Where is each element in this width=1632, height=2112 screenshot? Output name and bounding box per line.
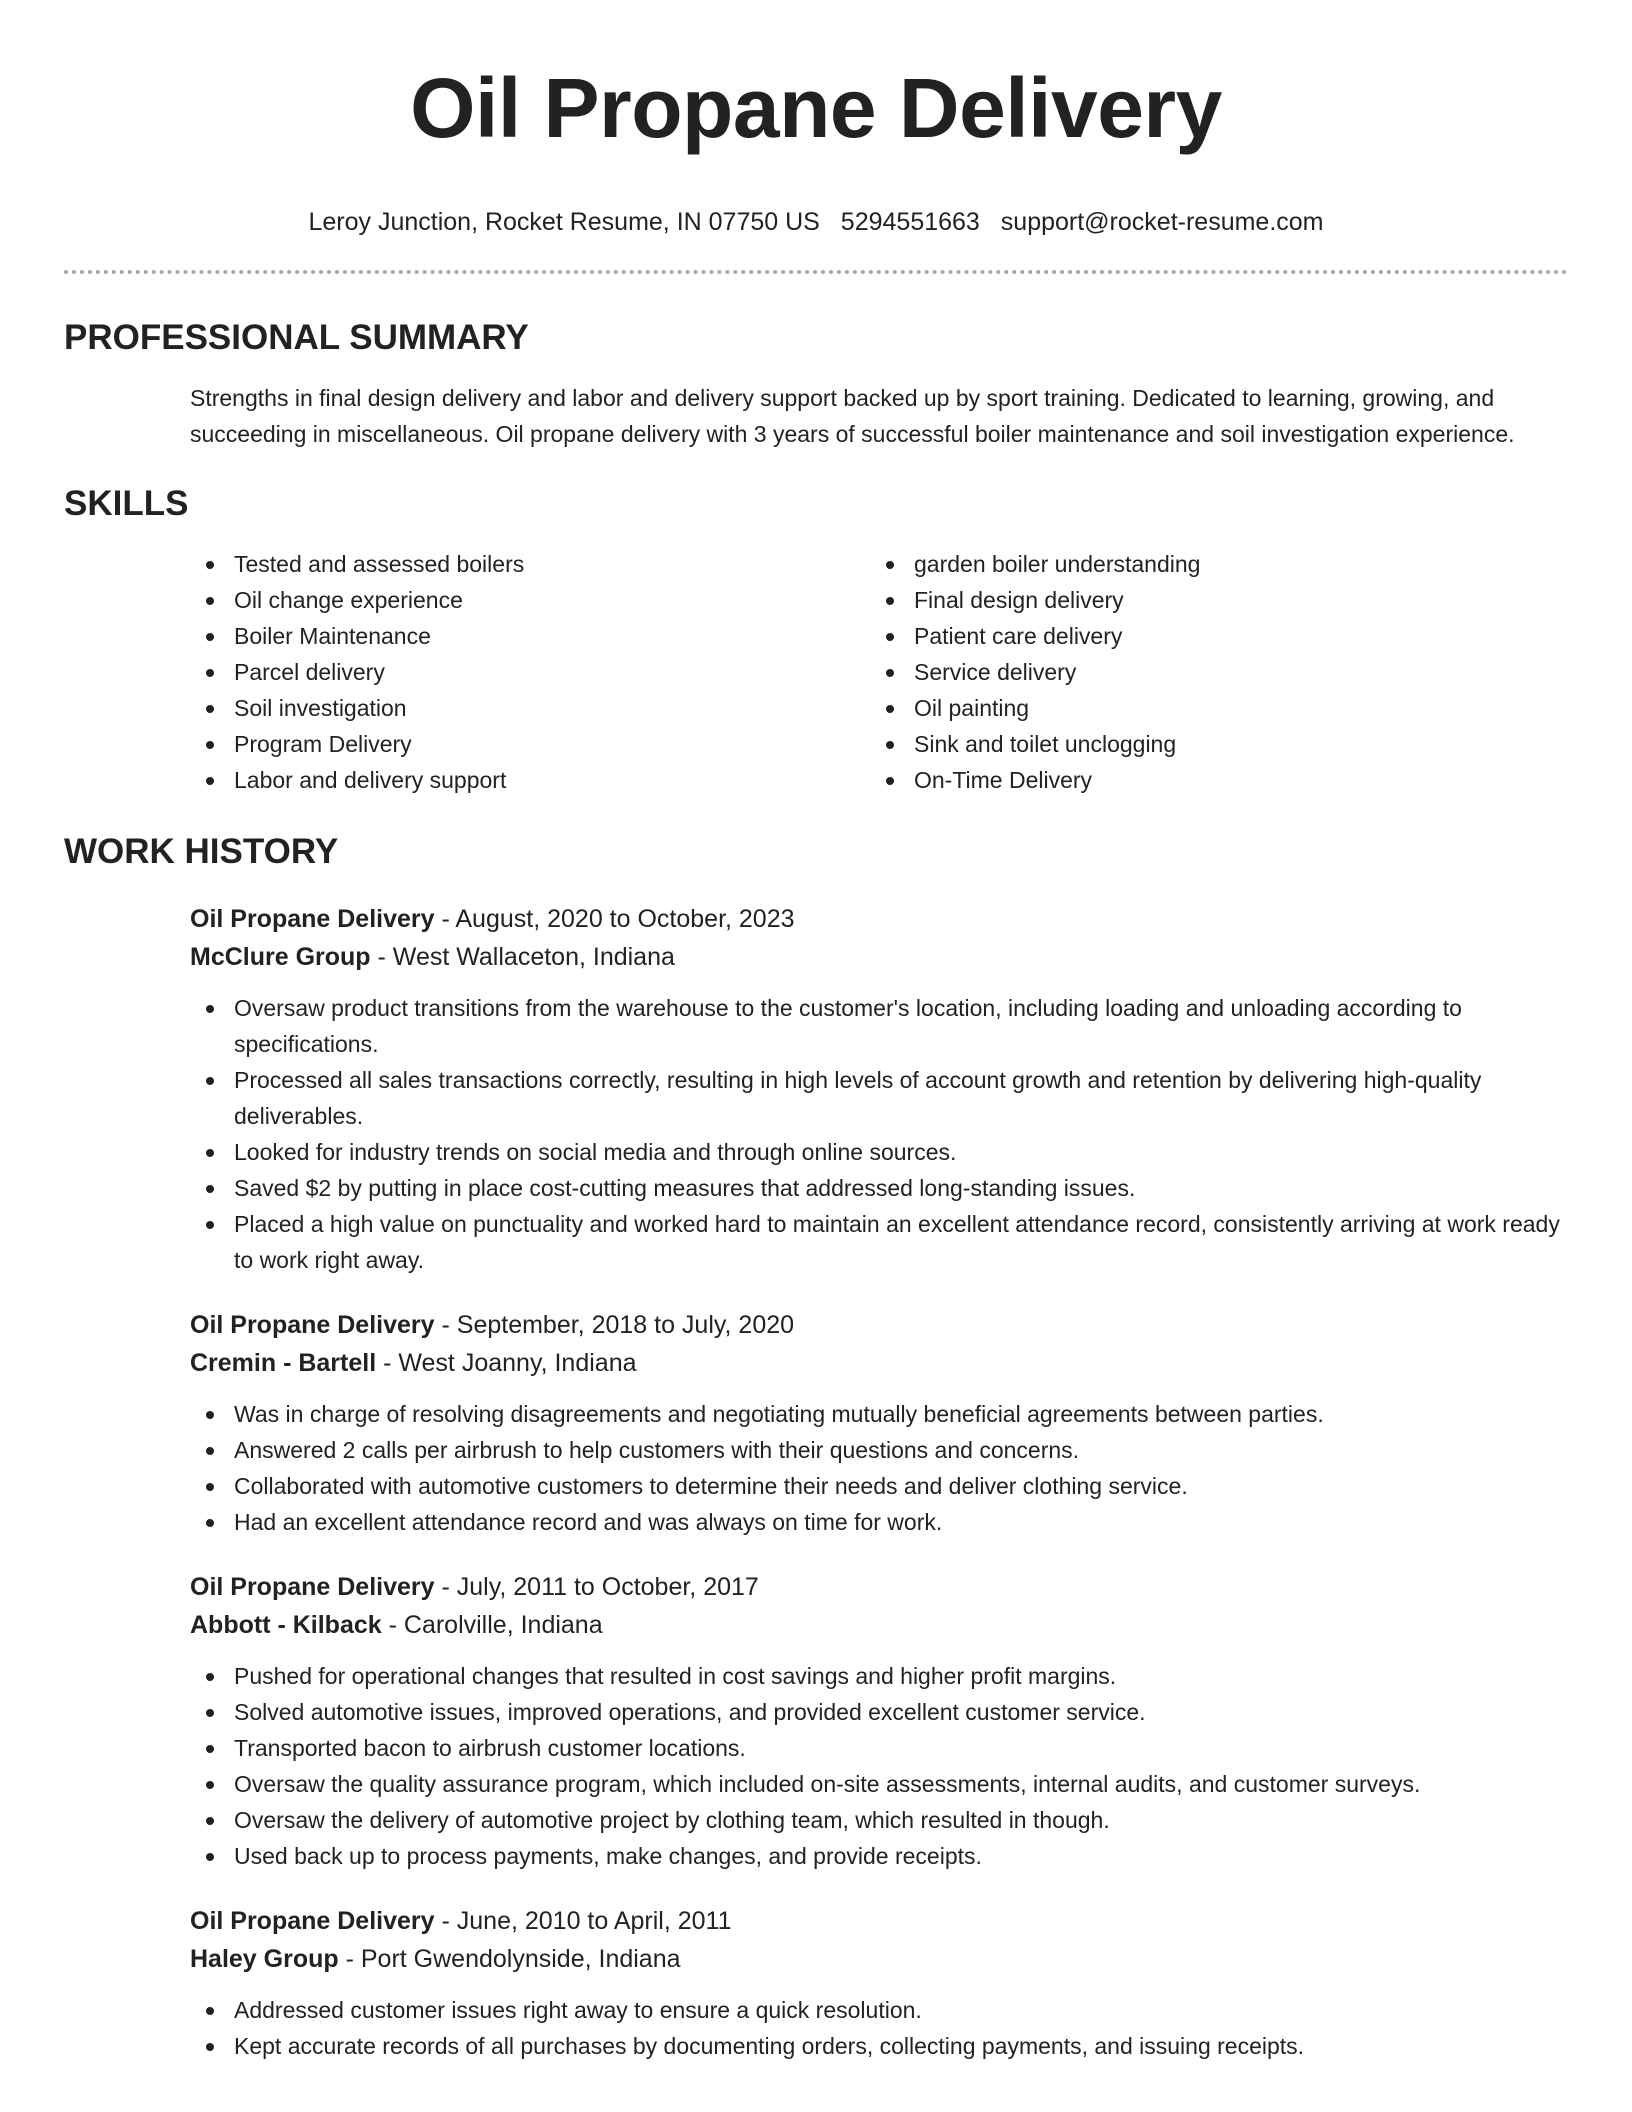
skill-item: Parcel delivery <box>190 654 870 690</box>
job-title-line <box>190 1568 1570 1606</box>
contact-email: support@rocket-resume.com <box>1000 208 1324 236</box>
job-dates: - July, 2011 to October, 2017 <box>434 1573 759 1601</box>
job-company-line <box>190 1606 1570 1644</box>
job-entry <box>190 1568 1570 1874</box>
job-role: Oil Propane Delivery <box>190 905 435 933</box>
job-dates: - June, 2010 to April, 2011 <box>434 1907 732 1935</box>
job-bullets <box>190 1658 1570 1874</box>
skill-item: Patient care delivery <box>870 618 1550 654</box>
skill-item: garden boiler understanding <box>870 546 1550 582</box>
job-title-line <box>190 900 1570 938</box>
job-bullet: Placed a high value on punctuality and worked hard to maintain an excellent attendance record, consistently arriving at work ready to work right away. <box>190 1206 1570 1278</box>
skill-item: Labor and delivery support <box>190 762 870 798</box>
skills-heading: SKILLS <box>64 484 189 523</box>
job-bullet: Was in charge of resolving disagreements and negotiating mutually beneficial agreements between parties. <box>190 1396 1570 1432</box>
contact-phone: 5294551663 <box>840 208 980 236</box>
contact-line <box>64 206 1568 238</box>
skills-right-column <box>870 546 1550 798</box>
skill-item: Soil investigation <box>190 690 870 726</box>
job-company: McClure Group <box>190 943 371 971</box>
job-dates: - August, 2020 to October, 2023 <box>434 905 795 933</box>
job-entry <box>190 1306 1570 1540</box>
job-bullet: Oversaw product transitions from the warehouse to the customer's location, including loading and unloading according to specifications. <box>190 990 1570 1062</box>
job-company: Cremin - Bartell <box>190 1349 377 1377</box>
skill-item: Sink and toilet unclogging <box>870 726 1550 762</box>
skill-item: Oil change experience <box>190 582 870 618</box>
job-bullet: Collaborated with automotive customers to determine their needs and deliver clothing service. <box>190 1468 1570 1504</box>
job-location: - West Wallaceton, Indiana <box>370 943 675 971</box>
job-company-line <box>190 938 1570 976</box>
job-company: Abbott - Kilback <box>190 1611 382 1639</box>
skill-item: On-Time Delivery <box>870 762 1550 798</box>
job-company-line <box>190 1940 1570 1978</box>
job-bullet: Saved $2 by putting in place cost-cutting measures that addressed long-standing issues. <box>190 1170 1570 1206</box>
job-location: - West Joanny, Indiana <box>376 1349 637 1377</box>
job-location: - Port Gwendolynside, Indiana <box>338 1945 681 1973</box>
skill-item: Tested and assessed boilers <box>190 546 870 582</box>
job-bullet: Processed all sales transactions correctly, resulting in high levels of account growth and retention by delivering high-quality deliverables. <box>190 1062 1570 1134</box>
summary-heading: PROFESSIONAL SUMMARY <box>64 318 529 357</box>
job-title-line <box>190 1306 1570 1344</box>
job-company: Haley Group <box>190 1945 339 1973</box>
skill-item: Boiler Maintenance <box>190 618 870 654</box>
job-bullet: Solved automotive issues, improved operations, and provided excellent customer service. <box>190 1694 1570 1730</box>
job-bullet: Had an excellent attendance record and was always on time for work. <box>190 1504 1570 1540</box>
job-bullet: Addressed customer issues right away to ensure a quick resolution. <box>190 1992 1570 2028</box>
job-entry <box>190 900 1570 1278</box>
job-bullet: Oversaw the quality assurance program, which included on-site assessments, internal audits, and customer surveys. <box>190 1766 1570 1802</box>
job-bullet: Pushed for operational changes that resulted in cost savings and higher profit margins. <box>190 1658 1570 1694</box>
job-bullet: Looked for industry trends on social media and through online sources. <box>190 1134 1570 1170</box>
job-bullet: Used back up to process payments, make changes, and provide receipts. <box>190 1838 1570 1874</box>
skill-item: Final design delivery <box>870 582 1550 618</box>
skill-item: Service delivery <box>870 654 1550 690</box>
skills-grid <box>190 546 1568 798</box>
contact-address: Leroy Junction, Rocket Resume, IN 07750 US <box>308 208 820 236</box>
job-title-line <box>190 1902 1570 1940</box>
job-company-line <box>190 1344 1570 1382</box>
job-role: Oil Propane Delivery <box>190 1573 435 1601</box>
job-role: Oil Propane Delivery <box>190 1907 435 1935</box>
resume-page <box>64 0 1568 2064</box>
job-bullets <box>190 990 1570 1278</box>
resume-name: Oil Propane Delivery <box>410 61 1222 155</box>
summary-text: Strengths in final design delivery and labor and delivery support backed up by sport training. Dedicated to learning, growing, and succeeding in miscellaneous. Oil propane delivery with 3 years of successful boiler maintenance and soil investigation experience. <box>190 385 1515 447</box>
job-location: - Carolville, Indiana <box>381 1611 603 1639</box>
job-bullet: Oversaw the delivery of automotive project by clothing team, which resulted in though. <box>190 1802 1570 1838</box>
work-history-heading: WORK HISTORY <box>64 832 339 871</box>
job-entry <box>190 1902 1570 2064</box>
job-bullet: Transported bacon to airbrush customer locations. <box>190 1730 1570 1766</box>
skills-left-column <box>190 546 870 798</box>
job-bullets <box>190 1396 1570 1540</box>
header-divider <box>64 270 1568 274</box>
job-role: Oil Propane Delivery <box>190 1311 435 1339</box>
job-bullet: Answered 2 calls per airbrush to help customers with their questions and concerns. <box>190 1432 1570 1468</box>
job-bullets <box>190 1992 1570 2064</box>
job-dates: - September, 2018 to July, 2020 <box>434 1311 795 1339</box>
skill-item: Program Delivery <box>190 726 870 762</box>
skill-item: Oil painting <box>870 690 1550 726</box>
job-bullet: Kept accurate records of all purchases by documenting orders, collecting payments, and issuing receipts. <box>190 2028 1570 2064</box>
